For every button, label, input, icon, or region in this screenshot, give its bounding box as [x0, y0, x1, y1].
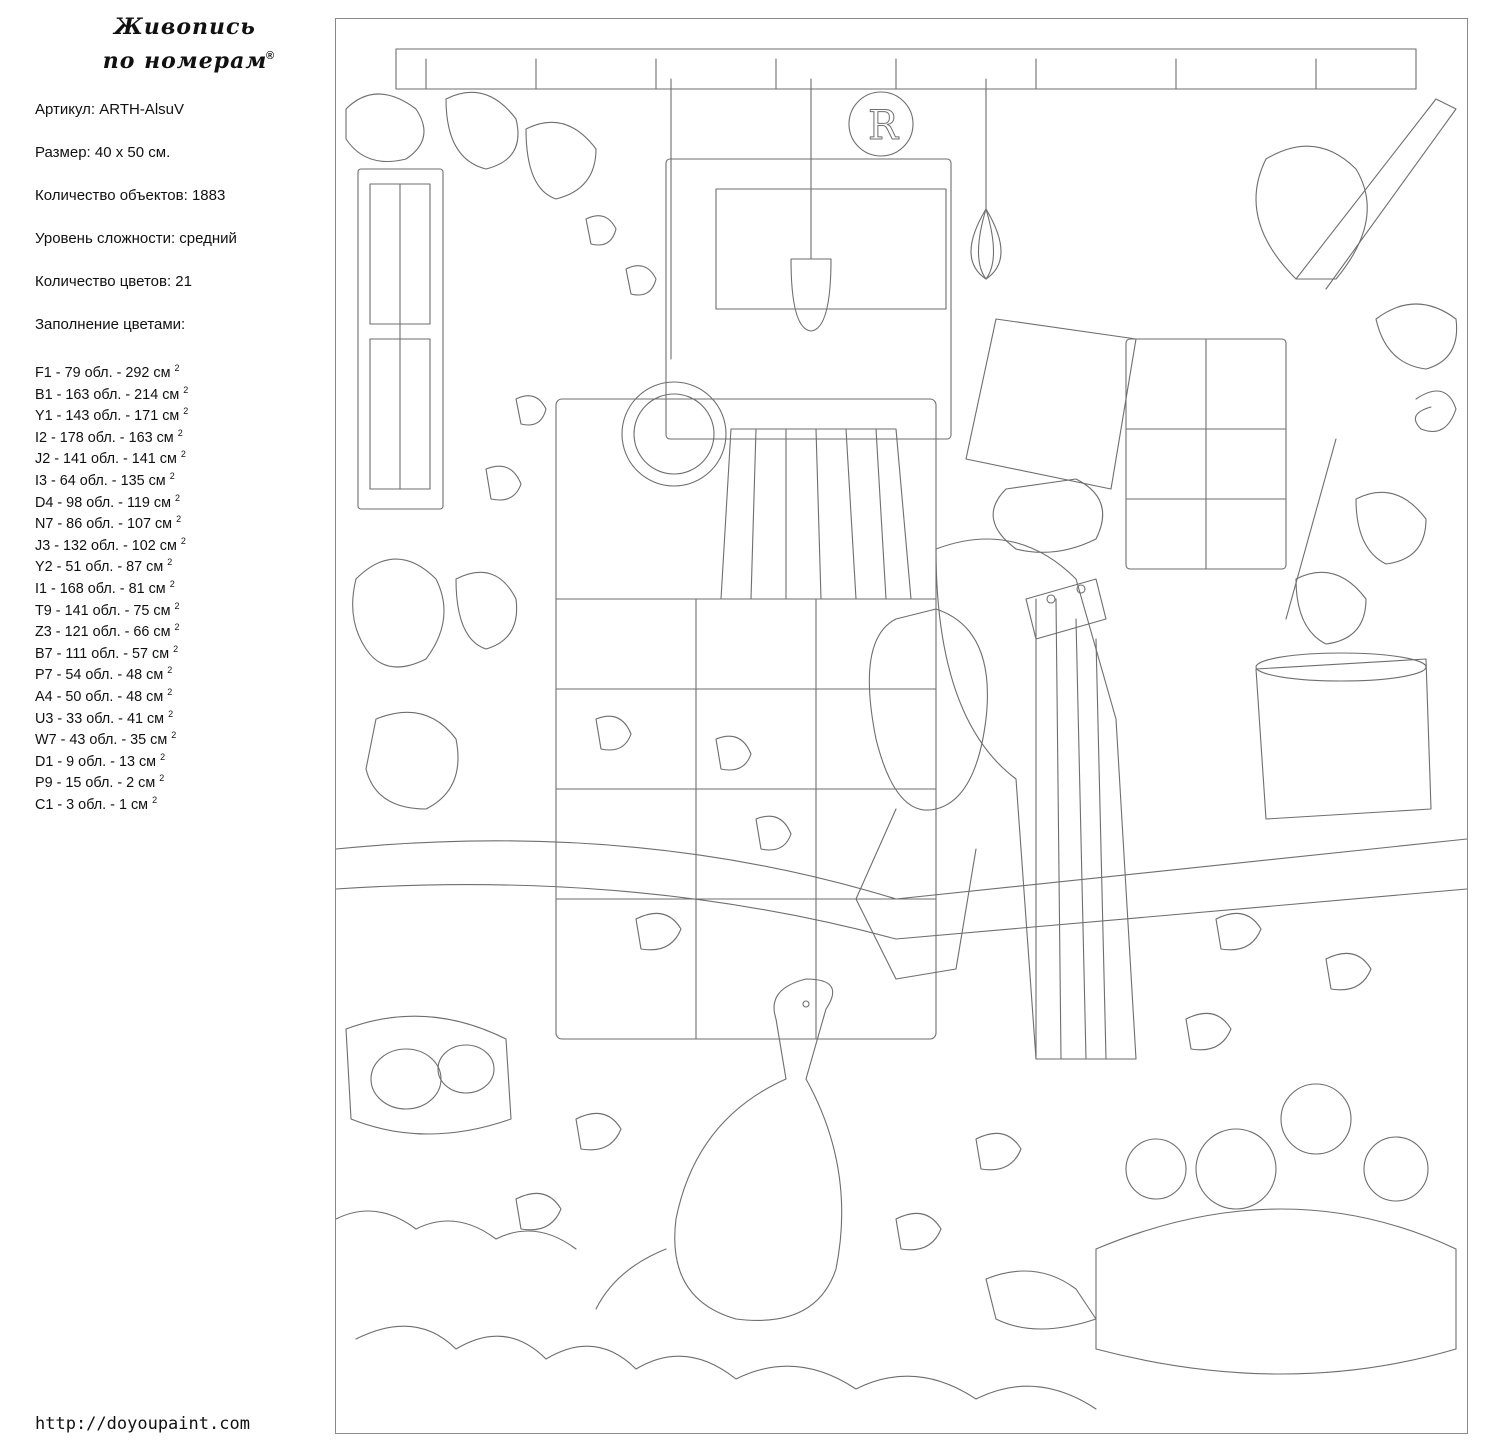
objects-count-label: Количество объектов: 1883 — [35, 187, 226, 204]
legend-item-exponent: 2 — [152, 794, 158, 805]
legend-item-text: Z3 - 121 обл. - 66 см — [35, 624, 171, 641]
legend-item — [35, 423, 188, 445]
legend-item-exponent: 2 — [173, 643, 179, 654]
legend-item-exponent: 2 — [167, 557, 173, 568]
legend-item-exponent: 2 — [167, 665, 173, 676]
legend-item — [35, 790, 188, 812]
legend-item — [35, 531, 188, 553]
brand-logo — [60, 10, 310, 78]
legend-item-exponent: 2 — [180, 535, 186, 546]
legend-item-text: I2 - 178 обл. - 163 см — [35, 429, 174, 446]
registered-mark: ® — [266, 50, 275, 62]
legend-item-exponent: 2 — [174, 600, 180, 611]
legend-item — [35, 488, 188, 510]
legend-item-exponent: 2 — [177, 427, 183, 438]
legend-item-exponent: 2 — [160, 751, 166, 762]
color-legend — [35, 358, 188, 811]
legend-item — [35, 380, 188, 402]
legend-item — [35, 768, 188, 790]
legend-item — [35, 596, 188, 618]
legend-item-text: U3 - 33 обл. - 41 см — [35, 710, 165, 727]
legend-item — [35, 639, 188, 661]
legend-item — [35, 574, 188, 596]
legend-item-text: N7 - 86 обл. - 107 см — [35, 516, 173, 533]
product-info — [35, 100, 237, 358]
legend-item — [35, 509, 188, 531]
legend-item-text: D4 - 98 обл. - 119 см — [35, 494, 172, 511]
colors-count-label: Количество цветов: 21 — [35, 273, 192, 290]
contour-lines — [336, 49, 1467, 1409]
legend-item — [35, 747, 188, 769]
legend-item-text: F1 - 79 обл. - 292 см — [35, 365, 171, 381]
legend-item — [35, 444, 188, 466]
legend-item — [35, 358, 188, 380]
legend-item-exponent: 2 — [175, 492, 181, 503]
legend-item-text: P7 - 54 обл. - 48 см — [35, 667, 164, 684]
legend-item-text: J2 - 141 обл. - 141 см — [35, 451, 177, 468]
coloring-canvas — [335, 18, 1468, 1434]
legend-item-exponent: 2 — [167, 686, 173, 697]
outline-drawing — [336, 19, 1467, 1433]
legend-item — [35, 401, 188, 423]
legend-item-exponent: 2 — [159, 773, 165, 784]
brand-line-2: по номерам — [102, 48, 268, 74]
legend-item-text: Y1 - 143 обл. - 171 см — [35, 408, 180, 425]
legend-item — [35, 682, 188, 704]
difficulty-label: Уровень сложности: средний — [35, 230, 237, 247]
fill-heading: Заполнение цветами: — [35, 316, 186, 333]
legend-item-exponent: 2 — [176, 514, 182, 525]
website-link[interactable]: http://doyoupaint.com — [35, 1414, 250, 1434]
legend-item-exponent: 2 — [183, 384, 189, 395]
legend-item-text: B7 - 111 обл. - 57 см — [35, 645, 170, 662]
size-label: Размер: 40 х 50 см. — [35, 144, 171, 161]
legend-item-exponent: 2 — [174, 363, 180, 373]
legend-item-text: W7 - 43 обл. - 35 см — [35, 732, 168, 749]
legend-item-exponent: 2 — [180, 449, 186, 460]
legend-item-text: T9 - 141 обл. - 75 см — [35, 602, 171, 619]
legend-item-text: I1 - 168 обл. - 81 см — [35, 580, 166, 597]
legend-item — [35, 552, 188, 574]
legend-item-exponent: 2 — [169, 578, 175, 589]
legend-item — [35, 617, 188, 639]
legend-item-text: Y2 - 51 обл. - 87 см — [35, 559, 164, 576]
legend-item — [35, 466, 188, 488]
legend-item-text: J3 - 132 обл. - 102 см — [35, 537, 177, 554]
legend-item-text: D1 - 9 обл. - 13 см — [35, 753, 157, 770]
legend-item-text: C1 - 3 обл. - 1 см — [35, 796, 149, 813]
legend-item — [35, 660, 188, 682]
legend-item-exponent: 2 — [171, 730, 177, 741]
article-label: Артикул: ARTH-AlsuV — [35, 101, 184, 118]
brand-line-1: Живопись — [114, 14, 256, 40]
legend-item-text: B1 - 163 обл. - 214 см — [35, 386, 180, 403]
legend-item-text: I3 - 64 обл. - 135 см — [35, 472, 166, 489]
legend-item-text: A4 - 50 обл. - 48 см — [35, 688, 164, 705]
legend-item — [35, 725, 188, 747]
legend-item-exponent: 2 — [183, 406, 189, 417]
legend-item-exponent: 2 — [169, 470, 175, 481]
legend-item-exponent: 2 — [168, 708, 174, 719]
sign-letter: R — [868, 103, 899, 149]
legend-item-exponent: 2 — [174, 622, 180, 633]
legend-item-text: P9 - 15 обл. - 2 см — [35, 775, 156, 792]
legend-item — [35, 704, 188, 726]
